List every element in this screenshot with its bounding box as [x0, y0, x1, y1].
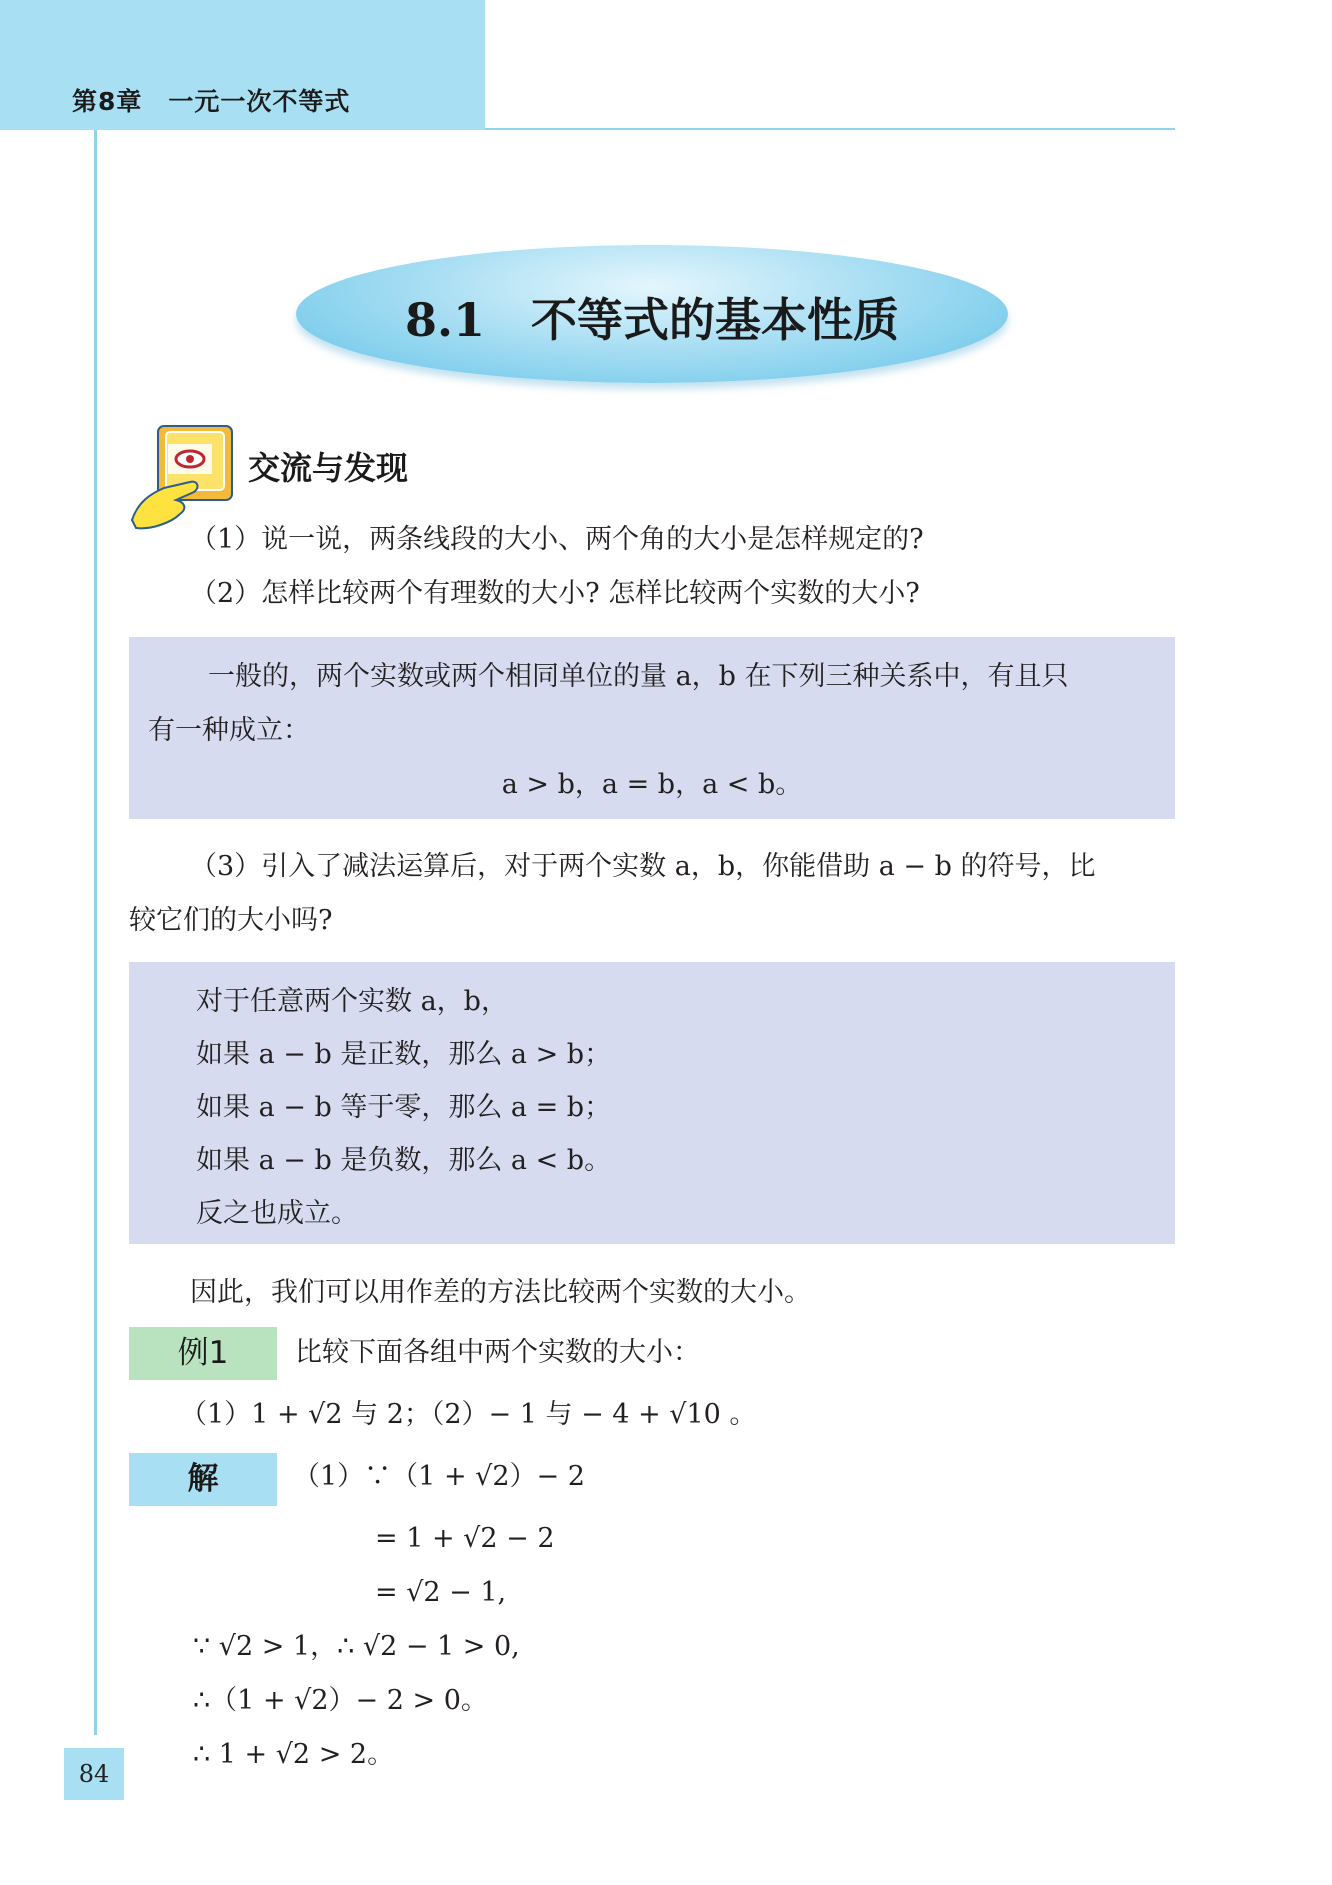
solution-line: ∵ √2 > 1，∴ √2 − 1 > 0, — [193, 1631, 520, 1662]
eye-pointing-icon — [128, 422, 238, 532]
question-3-line-2: 较它们的大小吗? — [129, 905, 333, 936]
solution-line: ∴ 1 + √2 > 2。 — [193, 1739, 395, 1770]
header-rule — [485, 128, 1175, 130]
box2-line: 如果 a − b 是正数，那么 a > b； — [196, 1039, 612, 1070]
section-heading: 8.1 不等式的基本性质 — [404, 293, 900, 347]
box2-line: 如果 a − b 是负数，那么 a < b。 — [196, 1145, 612, 1176]
example-items: （1）1 + √2 与 2；（2）− 1 与 − 4 + √10 。 — [180, 1399, 757, 1430]
solution-line: ∴（1 + √2）− 2 > 0。 — [193, 1685, 488, 1716]
subsection-title: 交流与发现 — [248, 449, 409, 487]
box2-line: 对于任意两个实数 a，b， — [196, 986, 508, 1017]
solution-line: （1）∵（1 + √2）− 2 — [293, 1461, 585, 1492]
solution-line: = 1 + √2 − 2 — [375, 1523, 555, 1554]
solution-line: = √2 − 1, — [375, 1577, 507, 1608]
question-1: （1）说一说，两条线段的大小、两个角的大小是怎样规定的? — [190, 524, 924, 555]
page-number: 84 — [64, 1748, 124, 1800]
box1-line-2: 有一种成立： — [148, 715, 310, 746]
box2-line: 反之也成立。 — [196, 1198, 358, 1229]
box2-line: 如果 a − b 等于零，那么 a = b； — [196, 1092, 612, 1123]
question-3-line-1: （3）引入了减法运算后，对于两个实数 a，b，你能借助 a − b 的符号，比 — [190, 851, 1096, 882]
side-rule — [94, 130, 97, 1735]
solution-label: 解 — [129, 1453, 277, 1506]
question-2: （2）怎样比较两个有理数的大小? 怎样比较两个实数的大小? — [190, 578, 920, 609]
box1-relations: a > b，a = b，a < b。 — [501, 769, 803, 800]
example-label: 例1 — [129, 1327, 277, 1380]
chapter-title: 第8章 一元一次不等式 — [72, 87, 351, 116]
example-prompt: 比较下面各组中两个实数的大小： — [295, 1337, 700, 1368]
box1-line-1: 一般的，两个实数或两个相同单位的量 a，b 在下列三种关系中，有且只 — [208, 661, 1069, 692]
conclusion-text: 因此，我们可以用作差的方法比较两个实数的大小。 — [190, 1277, 811, 1308]
